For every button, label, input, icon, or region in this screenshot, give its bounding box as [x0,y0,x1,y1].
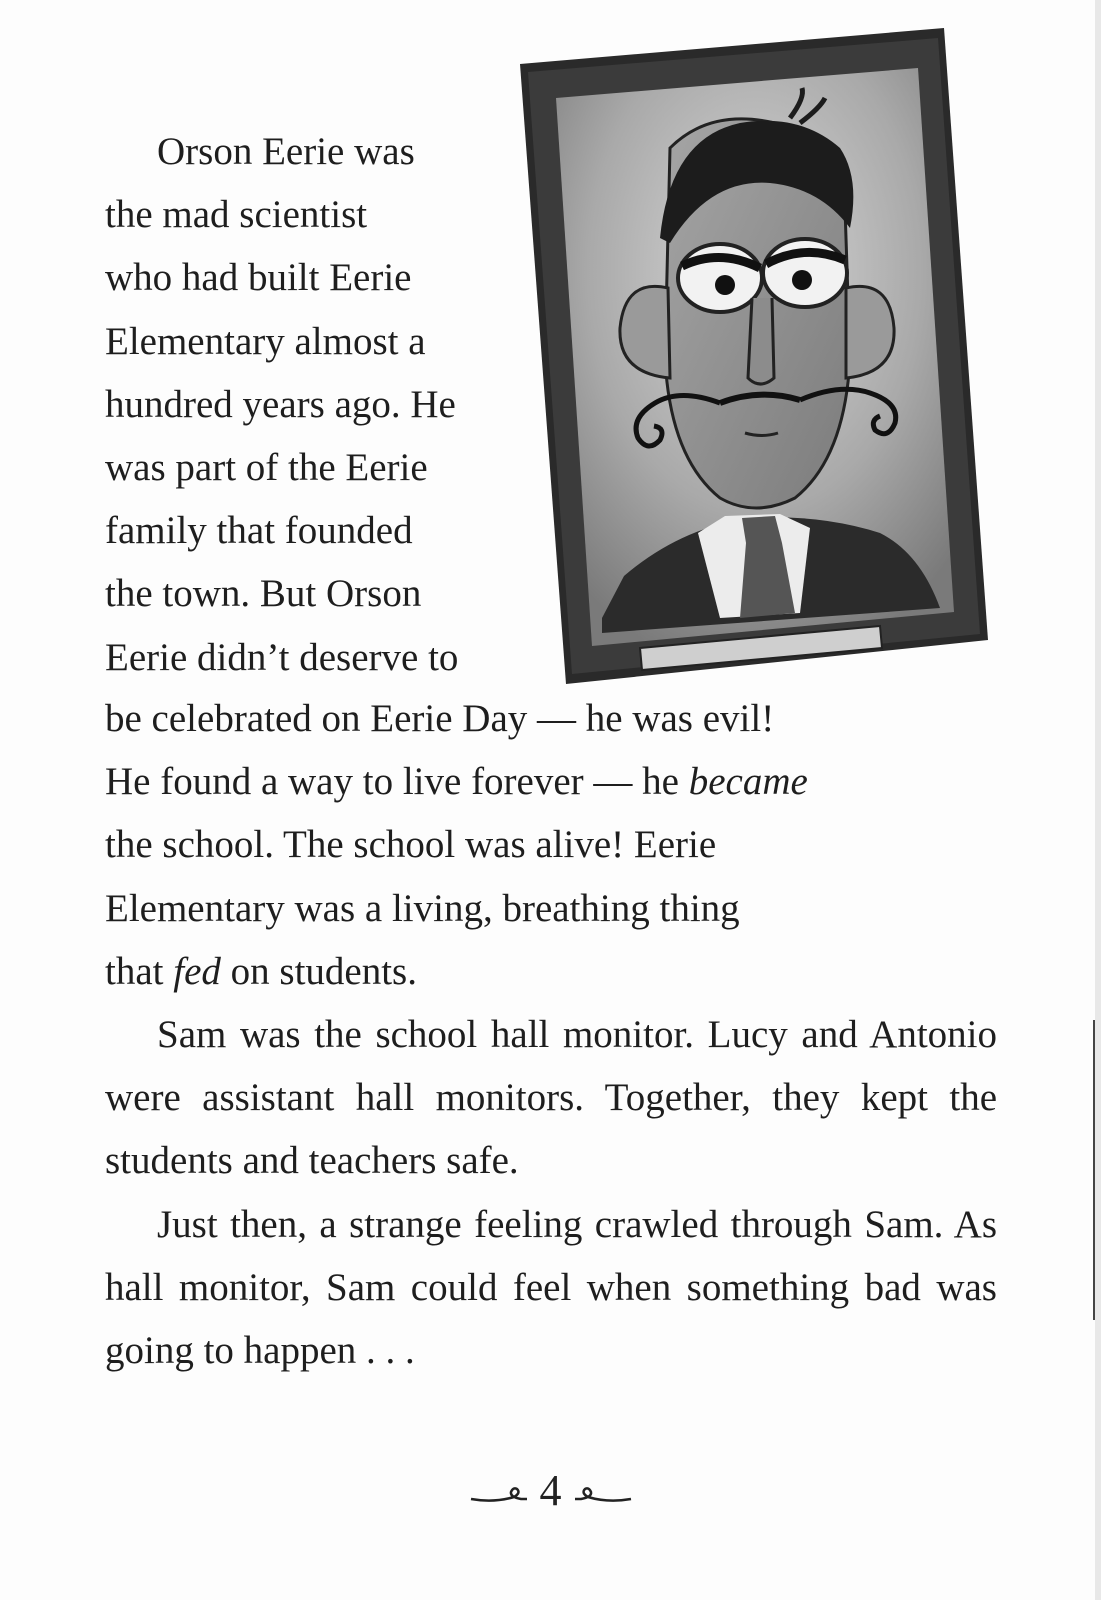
text-line [105,940,997,1003]
nose [748,298,774,384]
body-text [105,687,997,1382]
text-line: be celebrated on Eerie Day — he was evil! [105,697,775,740]
text-line: Eerie didn’t deserve to [105,635,459,679]
text-segment: on students. [220,949,417,993]
orson-eerie-portrait [520,28,990,688]
text-line: who had built Eerie [105,256,412,300]
text-line: Orson Eerie was [157,130,415,173]
right-ornament-icon [573,1483,633,1507]
text-segment: that [105,949,174,993]
left-ornament-icon [469,1483,529,1507]
text-line [105,750,997,813]
emphasis: became [688,760,808,804]
text-line: family that founded [105,509,413,553]
page-edge [1095,0,1101,1600]
text-line: was part of the Eerie [105,446,428,490]
text-line: the school. The school was alive! Eerie [105,823,717,867]
text-line: Elementary was a living, breathing thing [105,886,740,930]
page-number-footer [0,1465,1101,1516]
text-line: the mad scientist [105,193,368,237]
paragraph-3: Just then, a strange feeling crawled through Sam. As hall monitor, Sam could feel when something bad was going to happen . . . [105,1202,997,1373]
text-line: Elementary almost a [105,319,426,363]
page-number: 4 [539,1466,562,1515]
emphasis: fed [173,949,221,993]
paragraph-1-wrapped [105,120,545,689]
text-segment: He found a way to live forever — he [105,760,689,804]
text-line: the town. But Orson [105,572,422,616]
text-line: hundred years ago. He [105,382,456,426]
page-edge-line [1093,1020,1095,1320]
paragraph-2: Sam was the school hall monitor. Lucy and Antonio were assistant hall monitors. Together, they kept the students and teachers safe. [105,1013,997,1183]
